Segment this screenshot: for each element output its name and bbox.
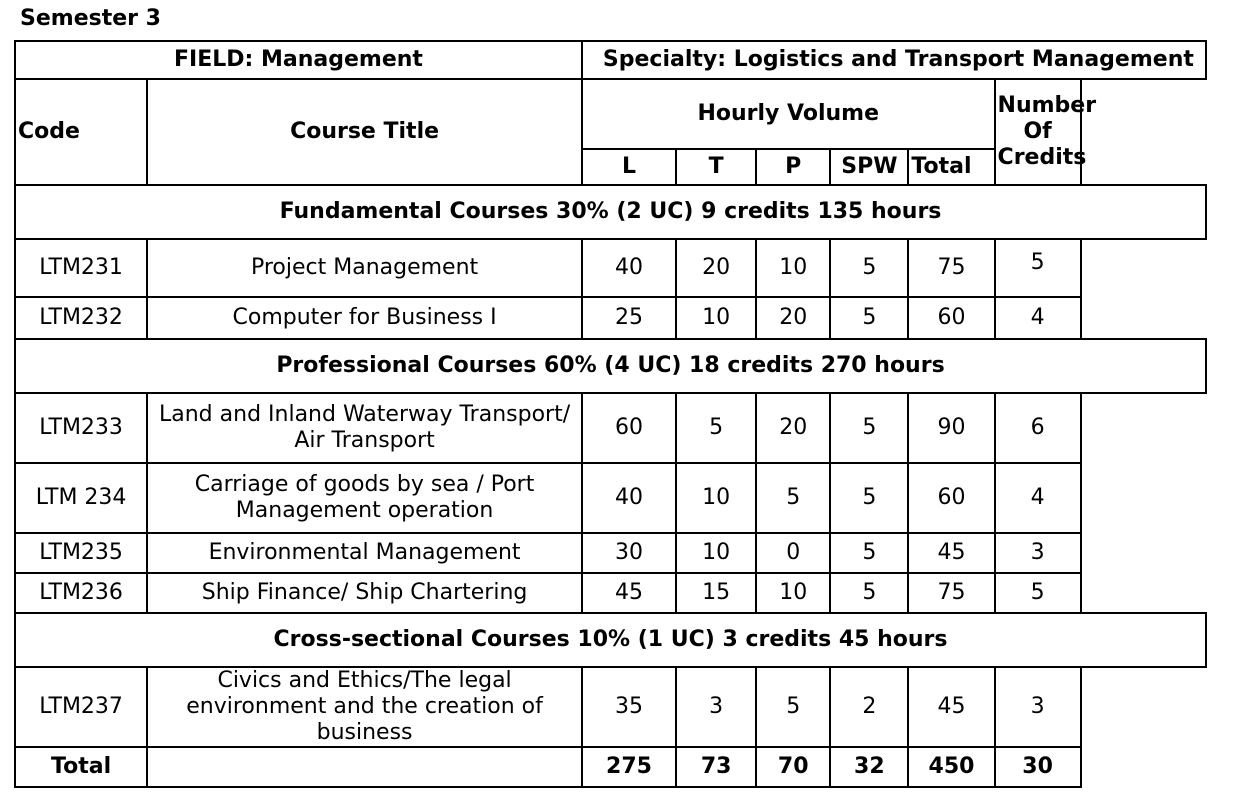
- hours-T: 10: [676, 297, 756, 339]
- course-code: LTM231: [15, 239, 147, 297]
- hours-total: 45: [908, 667, 994, 747]
- course-credits: 3: [995, 533, 1081, 573]
- hours-L: 40: [582, 463, 676, 533]
- hours-T: 15: [676, 573, 756, 613]
- section-row: [15, 339, 1206, 393]
- hours-L: 45: [582, 573, 676, 613]
- hours-T: 3: [676, 667, 756, 747]
- field-cell: [15, 41, 582, 79]
- SPW-header: SPW: [830, 149, 908, 185]
- table-row: [15, 573, 1206, 613]
- section-title: Fundamental Courses 30% (2 UC) 9 credits 135 hours: [15, 185, 1206, 239]
- course-credits: 5: [995, 239, 1081, 297]
- course-credits: 3: [995, 667, 1081, 747]
- hours-total: 75: [908, 573, 994, 613]
- field-label: FIELD: Management: [174, 47, 423, 72]
- L-header: L: [582, 149, 676, 185]
- total-header: Total: [908, 149, 994, 185]
- field-row: [15, 41, 1206, 79]
- hours-L: 40: [582, 239, 676, 297]
- hours-SPW: 5: [830, 239, 908, 297]
- totals-P: 70: [756, 747, 830, 787]
- hours-total: 45: [908, 533, 994, 573]
- specialty-cell: [582, 41, 1206, 79]
- totals-credits: 30: [995, 747, 1081, 787]
- hours-SPW: 5: [830, 573, 908, 613]
- table-row: [15, 239, 1206, 297]
- credits-header: [995, 79, 1097, 185]
- table-row: [15, 297, 1206, 339]
- hours-T: 10: [676, 533, 756, 573]
- course-code: LTM 234: [15, 463, 147, 533]
- P-header: P: [756, 149, 830, 185]
- hours-P: 20: [756, 393, 830, 463]
- totals-T: 73: [676, 747, 756, 787]
- table-row: [15, 667, 1206, 747]
- table-row: [15, 393, 1206, 463]
- course-title: Project Management: [147, 239, 582, 297]
- header-row: [15, 79, 1206, 149]
- hourly-volume-header: Hourly Volume: [582, 79, 995, 149]
- totals-total: 450: [908, 747, 994, 787]
- totals-row: [15, 747, 1206, 787]
- hours-L: 60: [582, 393, 676, 463]
- hours-total: 75: [908, 239, 994, 297]
- course-credits: 6: [995, 393, 1081, 463]
- hours-T: 5: [676, 393, 756, 463]
- course-code: LTM232: [15, 297, 147, 339]
- hours-total: 60: [908, 297, 994, 339]
- hours-SPW: 5: [830, 297, 908, 339]
- course-title: Civics and Ethics/The legal environment and the creation of business: [147, 667, 582, 747]
- course-credits: 5: [995, 573, 1081, 613]
- hours-T: 10: [676, 463, 756, 533]
- totals-empty: [147, 747, 582, 787]
- course-title: Land and Inland Waterway Transport/ Air Transport: [147, 393, 582, 463]
- T-header: T: [676, 149, 756, 185]
- hours-T: 20: [676, 239, 756, 297]
- totals-L: 275: [582, 747, 676, 787]
- course-credits: 4: [995, 463, 1081, 533]
- credits-header-line1: Number: [997, 93, 1097, 118]
- hours-total: 90: [908, 393, 994, 463]
- specialty-label: Specialty: Logistics and Transport Management: [602, 47, 1194, 72]
- hours-total: 60: [908, 463, 994, 533]
- hours-P: 5: [756, 667, 830, 747]
- hours-L: 35: [582, 667, 676, 747]
- section-row: [15, 613, 1206, 667]
- course-title: Environmental Management: [147, 533, 582, 573]
- hours-P: 10: [756, 239, 830, 297]
- course-code: LTM235: [15, 533, 147, 573]
- course-code: LTM236: [15, 573, 147, 613]
- hours-L: 25: [582, 297, 676, 339]
- totals-SPW: 32: [830, 747, 908, 787]
- section-title: Cross-sectional Courses 10% (1 UC) 3 credits 45 hours: [15, 613, 1206, 667]
- hours-P: 10: [756, 573, 830, 613]
- code-header: Code: [15, 79, 147, 185]
- hours-P: 0: [756, 533, 830, 573]
- hours-SPW: 5: [830, 463, 908, 533]
- table-row: [15, 463, 1206, 533]
- course-title-header: Course Title: [147, 79, 582, 185]
- credits-header-line3: Credits: [997, 145, 1087, 170]
- hours-SPW: 2: [830, 667, 908, 747]
- curriculum-table: [14, 40, 1207, 788]
- table-row: [15, 533, 1206, 573]
- semester-title: Semester 3: [20, 6, 161, 31]
- course-title: Ship Finance/ Ship Chartering: [147, 573, 582, 613]
- totals-label: Total: [15, 747, 147, 787]
- hours-SPW: 5: [830, 533, 908, 573]
- course-title: Carriage of goods by sea / Port Management operation: [147, 463, 582, 533]
- hours-P: 20: [756, 297, 830, 339]
- course-title: Computer for Business I: [147, 297, 582, 339]
- course-code: LTM237: [15, 667, 147, 747]
- course-credits: 4: [995, 297, 1081, 339]
- hours-L: 30: [582, 533, 676, 573]
- hours-P: 5: [756, 463, 830, 533]
- hours-SPW: 5: [830, 393, 908, 463]
- credits-header-line2: Of: [1023, 119, 1052, 144]
- course-code: LTM233: [15, 393, 147, 463]
- section-row: [15, 185, 1206, 239]
- section-title: Professional Courses 60% (4 UC) 18 credits 270 hours: [15, 339, 1206, 393]
